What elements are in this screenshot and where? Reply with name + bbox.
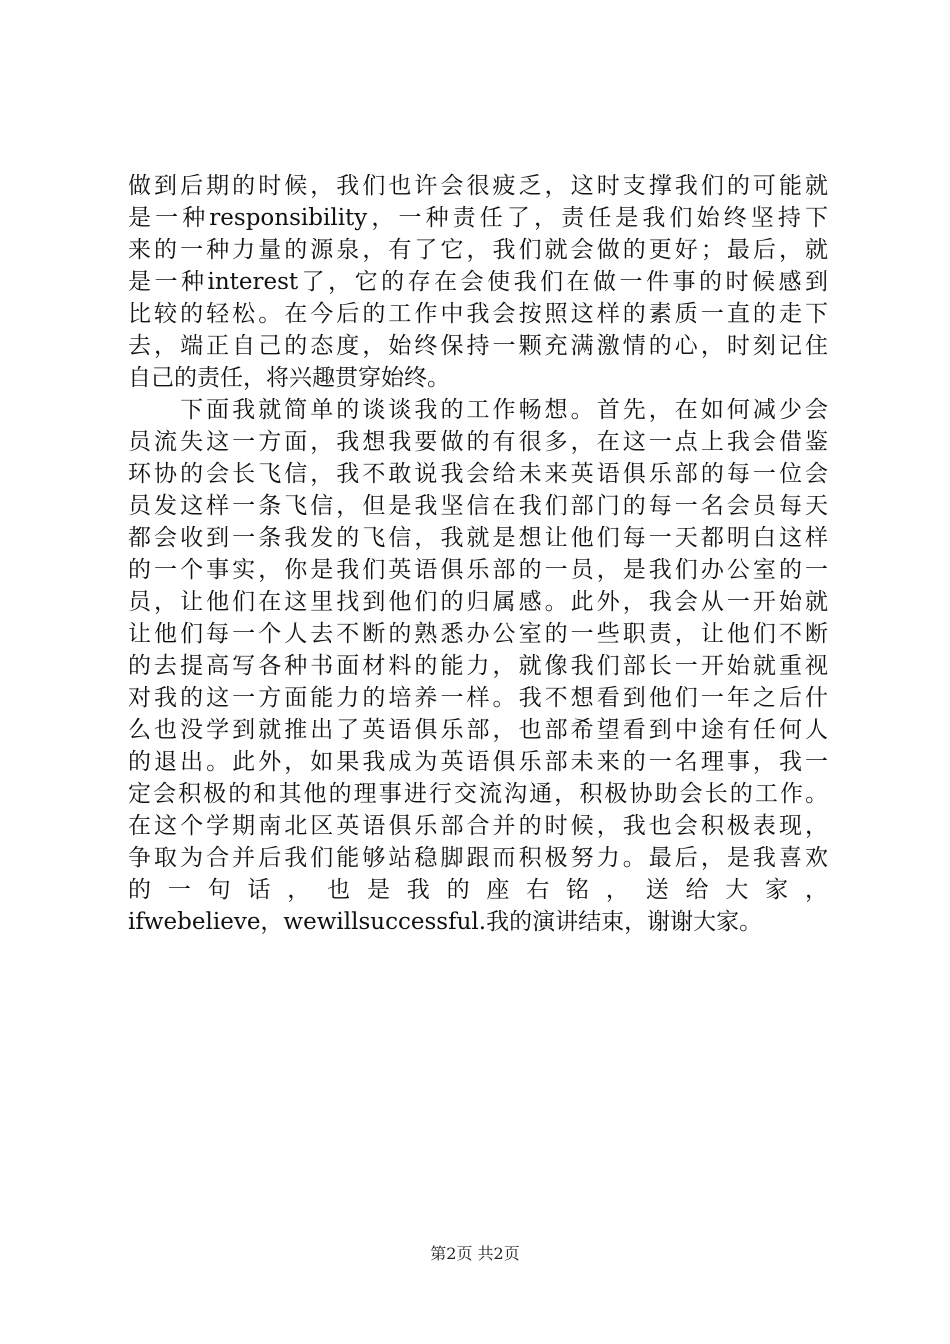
text-line: 对我的这一方面能力的培养一样。我不想看到他们一年之后什 — [128, 685, 828, 711]
text-line: 去，端正自己的态度，始终保持一颗充满激情的心，时刻记住 — [128, 333, 828, 359]
text-line: 在这个学期南北区英语俱乐部合并的时候，我也会积极表现， — [128, 813, 828, 839]
document-body — [128, 170, 828, 938]
text-line: 下面我就简单的谈谈我的工作畅想。首先，在如何减少会 — [128, 397, 828, 423]
text-line: 做到后期的时候，我们也许会很疲乏，这时支撑我们的可能就 — [128, 173, 828, 199]
text-line: ifwebelieve，wewillsuccessful.我的演讲结束，谢谢大家。 — [128, 909, 763, 935]
text-line: 比较的轻松。在今后的工作中我会按照这样的素质一直的走下 — [128, 301, 828, 327]
text-line: 的去提高写各种书面材料的能力，就像我们部长一开始就重视 — [128, 653, 828, 679]
text-line: 么也没学到就推出了英语俱乐部，也部希望看到中途有任何人 — [128, 717, 828, 743]
text-line: 的退出。此外，如果我成为英语俱乐部未来的一名理事，我一 — [128, 749, 828, 775]
text-line: 是一种responsibility，一种责任了，责任是我们始终坚持下 — [128, 205, 828, 231]
text-line: 是一种interest了，它的存在会使我们在做一件事的时候感到 — [128, 269, 828, 295]
text-line: 来的一种力量的源泉，有了它，我们就会做的更好；最后，就 — [128, 237, 828, 263]
page-footer — [0, 1242, 950, 1266]
text-line: 自己的责任，将兴趣贯穿始终。 — [128, 365, 450, 391]
text-line: 员流失这一方面，我想我要做的有很多，在这一点上我会借鉴 — [128, 429, 828, 455]
text-line: 让他们每一个人去不断的熟悉办公室的一些职责，让他们不断 — [128, 621, 828, 647]
text-line: 争取为合并后我们能够站稳脚跟而积极努力。最后，是我喜欢 — [128, 845, 828, 871]
page-number-label: 第2页 共2页 — [430, 1244, 520, 1263]
text-line: 都会收到一条我发的飞信，我就是想让他们每一天都明白这样 — [128, 525, 828, 551]
text-line: 员发这样一条飞信，但是我坚信在我们部门的每一名会员每天 — [128, 493, 828, 519]
text-line: 员，让他们在这里找到他们的归属感。此外，我会从一开始就 — [128, 589, 828, 615]
text-line: 的一个事实，你是我们英语俱乐部的一员，是我们办公室的一 — [128, 557, 828, 583]
text-line: 定会积极的和其他的理事进行交流沟通，积极协助会长的工作。 — [128, 781, 828, 807]
text-line: 环协的会长飞信，我不敢说我会给未来英语俱乐部的每一位会 — [128, 461, 828, 487]
text-line: 的 一 句 话 ， 也 是 我 的 座 右 铭 ， 送 给 大 家 ， — [128, 877, 828, 903]
